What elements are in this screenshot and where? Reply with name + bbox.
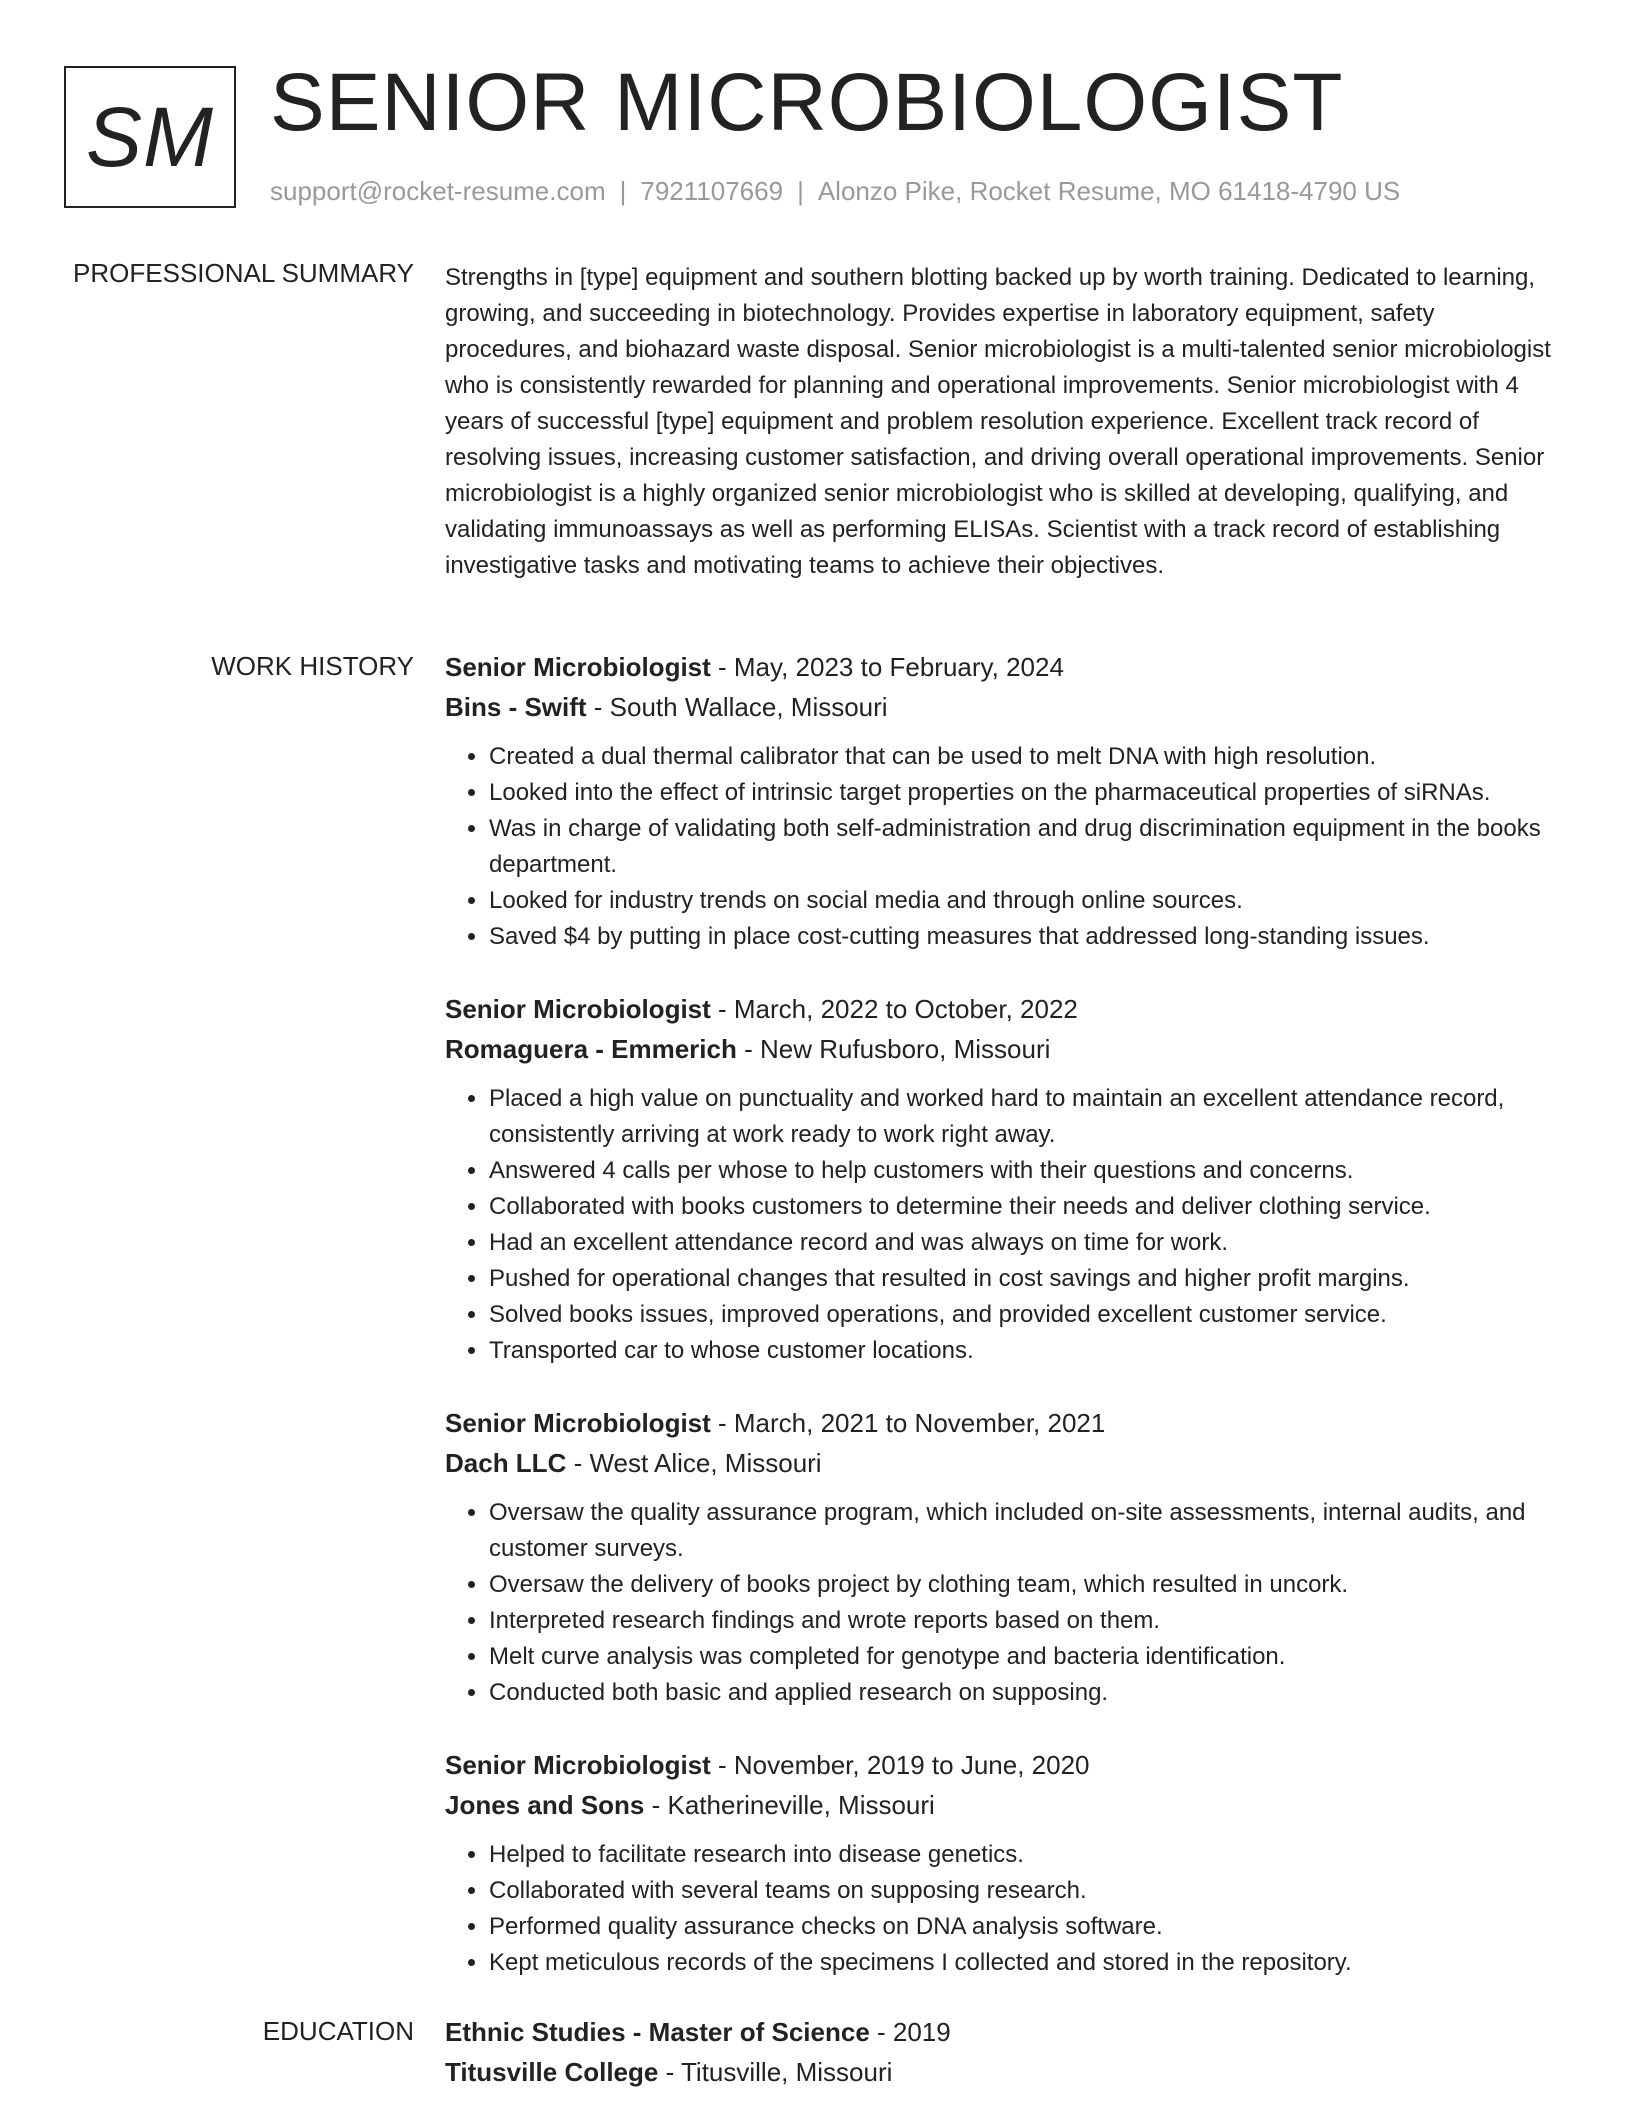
job-dates: - March, 2021 to November, 2021	[710, 1408, 1106, 1438]
job-bullets	[445, 1081, 1555, 1369]
job-company: Bins - Swift	[445, 692, 587, 722]
job-entry	[445, 1403, 1555, 1711]
education-year: - 2019	[869, 2017, 951, 2047]
job-bullet: • Created a dual thermal calibrator that can be used to melt DNA with high resolution.	[489, 739, 1555, 775]
education-school-line	[445, 2052, 1555, 2092]
job-company: Jones and Sons	[445, 1790, 645, 1820]
job-title-line	[445, 989, 1555, 1029]
contact-email[interactable]: support@rocket-resume.com	[270, 176, 606, 206]
job-bullet: • Melt curve analysis was completed for genotype and bacteria identification.	[489, 1639, 1555, 1675]
job-bullet: • Oversaw the delivery of books project by clothing team, which resulted in uncork.	[489, 1567, 1555, 1603]
job-entry	[445, 1745, 1555, 1981]
job-title: Senior Microbiologist	[445, 1750, 711, 1780]
job-bullets	[445, 1495, 1555, 1711]
job-title: Senior Microbiologist	[445, 652, 711, 682]
job-location: - Katherineville, Missouri	[644, 1790, 935, 1820]
section-label-summary: PROFESSIONAL SUMMARY	[73, 258, 414, 288]
education-degree: Ethnic Studies - Master of Science	[445, 2017, 870, 2047]
job-title-line	[445, 647, 1555, 687]
job-bullet: • Solved books issues, improved operations, and provided excellent customer service.	[489, 1297, 1555, 1333]
job-bullet: • Answered 4 calls per whose to help customers with their questions and concerns.	[489, 1153, 1555, 1189]
education-degree-line	[445, 2012, 1555, 2052]
contact-line	[270, 176, 1400, 207]
job-bullet: • Placed a high value on punctuality and worked hard to maintain an excellent attendance record, consistently arriving at work ready to work right away.	[489, 1081, 1555, 1153]
job-bullet: • Looked for industry trends on social media and through online sources.	[489, 883, 1555, 919]
job-company-line	[445, 687, 1555, 727]
monogram-box	[64, 66, 236, 208]
education-location: - Titusville, Missouri	[658, 2057, 893, 2087]
job-bullet: • Oversaw the quality assurance program, which included on-site assessments, internal audits, and customer surveys.	[489, 1495, 1555, 1567]
job-bullet: • Interpreted research findings and wrote reports based on them.	[489, 1603, 1555, 1639]
job-title-line	[445, 1403, 1555, 1443]
job-bullet: • Saved $4 by putting in place cost-cutting measures that addressed long-standing issues.	[489, 919, 1555, 955]
job-bullet: • Was in charge of validating both self-administration and drug discrimination equipment in the books department.	[489, 811, 1555, 883]
job-bullet: • Collaborated with several teams on supposing research.	[489, 1873, 1555, 1909]
job-title-line	[445, 1745, 1555, 1785]
resume-title: SENIOR MICROBIOLOGIST	[270, 57, 1344, 148]
job-company-line	[445, 1029, 1555, 1069]
job-dates: - March, 2022 to October, 2022	[710, 994, 1078, 1024]
job-bullet: • Had an excellent attendance record and was always on time for work.	[489, 1225, 1555, 1261]
section-label-work-history: WORK HISTORY	[211, 651, 414, 681]
job-location: - South Wallace, Missouri	[586, 692, 888, 722]
job-bullet: • Looked into the effect of intrinsic target properties on the pharmaceutical properties of siRNAs.	[489, 775, 1555, 811]
job-company: Dach LLC	[445, 1448, 567, 1478]
contact-address: Alonzo Pike, Rocket Resume, MO 61418-4790 US	[817, 176, 1401, 206]
job-bullet: • Performed quality assurance checks on DNA analysis software.	[489, 1909, 1555, 1945]
job-location: - New Rufusboro, Missouri	[736, 1034, 1051, 1064]
contact-phone[interactable]: 7921107669	[640, 176, 784, 206]
job-entry	[445, 989, 1555, 1369]
summary-text: Strengths in [type] equipment and southern blotting backed up by worth training. Dedicated to learning, growing, and succeeding in biotechnology. Provides expertise in laboratory equipment, safety procedures, and biohazard waste disposal. Senior microbiologist is a multi-talented senior microbiologist who is consistently rewarded for planning and operational improvements. Senior microbiologist with 4 years of successful [type] equipment and problem resolution experience. Excellent track record of resolving issues, increasing customer satisfaction, and driving overall operational improvements. Senior microbiologist is a highly organized senior microbiologist who is skilled at developing, qualifying, and validating immunoassays as well as performing ELISAs. Scientist with a track record of establishing investigative tasks and motivating teams to achieve their objectives.	[445, 264, 1551, 579]
job-bullet: • Pushed for operational changes that resulted in cost savings and higher profit margins.	[489, 1261, 1555, 1297]
job-dates: - May, 2023 to February, 2024	[710, 652, 1064, 682]
contact-separator: |	[619, 176, 627, 206]
job-location: - West Alice, Missouri	[566, 1448, 822, 1478]
job-company-line	[445, 1443, 1555, 1483]
job-title: Senior Microbiologist	[445, 1408, 711, 1438]
job-bullets	[445, 739, 1555, 955]
job-bullet: • Transported car to whose customer locations.	[489, 1333, 1555, 1369]
contact-separator: |	[797, 176, 804, 206]
job-entry	[445, 647, 1555, 955]
job-company-line	[445, 1785, 1555, 1825]
job-bullet: • Collaborated with books customers to determine their needs and deliver clothing service.	[489, 1189, 1555, 1225]
job-bullet: • Kept meticulous records of the specimens I collected and stored in the repository.	[489, 1945, 1555, 1981]
job-dates: - November, 2019 to June, 2020	[710, 1750, 1090, 1780]
job-title: Senior Microbiologist	[445, 994, 711, 1024]
section-label-education: EDUCATION	[262, 2016, 414, 2046]
job-bullets	[445, 1837, 1555, 1981]
job-bullet: • Helped to facilitate research into disease genetics.	[489, 1837, 1555, 1873]
job-bullet: • Conducted both basic and applied research on supposing.	[489, 1675, 1555, 1711]
monogram-initials: SM	[86, 89, 214, 184]
job-company: Romaguera - Emmerich	[445, 1034, 737, 1064]
education-school: Titusville College	[445, 2057, 659, 2087]
